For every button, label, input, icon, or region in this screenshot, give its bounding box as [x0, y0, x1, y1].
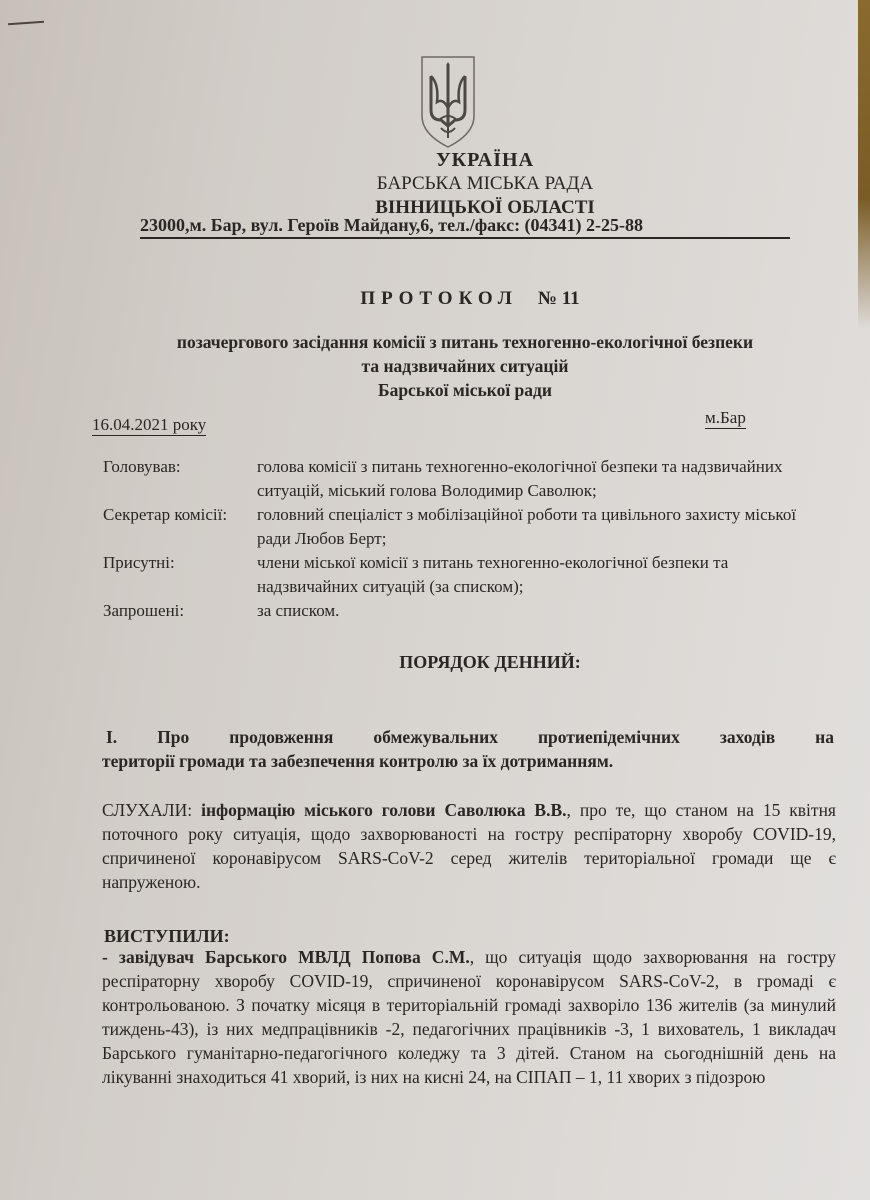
attendee-role: Головував: — [103, 457, 181, 476]
protocol-word: ПРОТОКОЛ — [360, 288, 518, 309]
council-address: 23000,м. Бар, вул. Героїв Майдану,6, тел./факс: (04341) 2-25-88 — [140, 213, 790, 239]
spoke-heading: ВИСТУПИЛИ: — [104, 926, 230, 946]
attendee-value: голова комісії з питань техногенно-екологічної безпеки та надзвичайних ситуацій, міський голова Володимир Саволюк; — [257, 457, 783, 500]
attendee-row — [103, 503, 823, 551]
country-name: УКРАЇНА — [435, 149, 535, 171]
spoke-speaker: - завідувач Барського МВЛД Попова С.М. — [102, 947, 470, 967]
attendee-value: за списком. — [257, 601, 340, 620]
attendee-role: Секретар комісії: — [103, 505, 228, 524]
attendee-row — [103, 551, 823, 599]
attendee-row — [103, 599, 823, 623]
meeting-place: м.Бар — [705, 408, 746, 427]
attendees-list — [103, 455, 823, 623]
heard-label: СЛУХАЛИ: — [102, 800, 202, 820]
attendee-value: головний спеціаліст з мобілізаційної роботи та цивільного захисту міської ради Любов Берт; — [257, 505, 797, 548]
attendee-value: члени міської комісії з питань техногенно-екологічної безпеки та надзвичайних ситуацій (за списком); — [257, 553, 729, 596]
protocol-subtitle-line: Барської міської ради — [378, 380, 552, 400]
letterhead — [120, 148, 820, 220]
attendee-role: Присутні: — [103, 553, 175, 572]
background-edge — [858, 0, 870, 330]
heard-paragraph — [102, 798, 836, 894]
agenda-item-line: І. Про продовження обмежувальних протиепідемічних заходів на — [106, 727, 834, 747]
protocol-subtitle — [100, 306, 830, 402]
agenda-item-1 — [102, 725, 834, 773]
council-name: БАРСЬКА МІСЬКА РАДА — [376, 173, 594, 194]
agenda-item-line: території громади та забезпечення контролю за їх дотриманням. — [102, 751, 614, 771]
oblast-name: ВІННИЦЬКОЇ ОБЛАСТІ — [375, 197, 595, 218]
agenda-heading: ПОРЯДОК ДЕННИЙ: — [399, 652, 581, 672]
protocol-number: № 11 — [537, 288, 580, 309]
coat-of-arms-icon — [419, 54, 477, 150]
protocol-subtitle-line: та надзвичайних ситуацій — [361, 356, 569, 376]
meeting-date: 16.04.2021 року — [92, 415, 207, 434]
spoke-text: , що ситуація щодо захворювання на гостру респіраторну хворобу COVID-19, спричиненої коронавірусом SARS-CoV-2, в громаді є контрольованою. З початку місяця в територіальній громаді захворіло 136 жителів (за минулий тиждень-43), із них медпрацівників -2, педагогічних працівників -3, 1 вихователь, 1 викладач Барського гуманітарно-педагогічного коледжу та 3 дітей. Станом на сьогоднішній день на лікуванні знаходиться 41 хворий, із них на кисні 24, на СІПАП – 1, 11 хворих з підозрою — [102, 947, 836, 1087]
attendee-role: Запрошені: — [103, 601, 185, 620]
heard-text: , про те, що станом на 15 квітня поточного року ситуація, щодо захворюваності на гостру респіраторну хворобу COVID-19, спричиненої коронавірусом SARS-CoV-2 серед жителів територіальної громади ще є напруженою. — [102, 800, 836, 892]
protocol-subtitle-line: позачергового засідання комісії з питань техногенно-екологічної безпеки — [176, 332, 754, 352]
spoke-paragraph — [102, 945, 836, 1089]
heard-speaker: інформацію міського голови Саволюка В.В. — [201, 800, 567, 820]
attendee-row — [103, 455, 823, 503]
